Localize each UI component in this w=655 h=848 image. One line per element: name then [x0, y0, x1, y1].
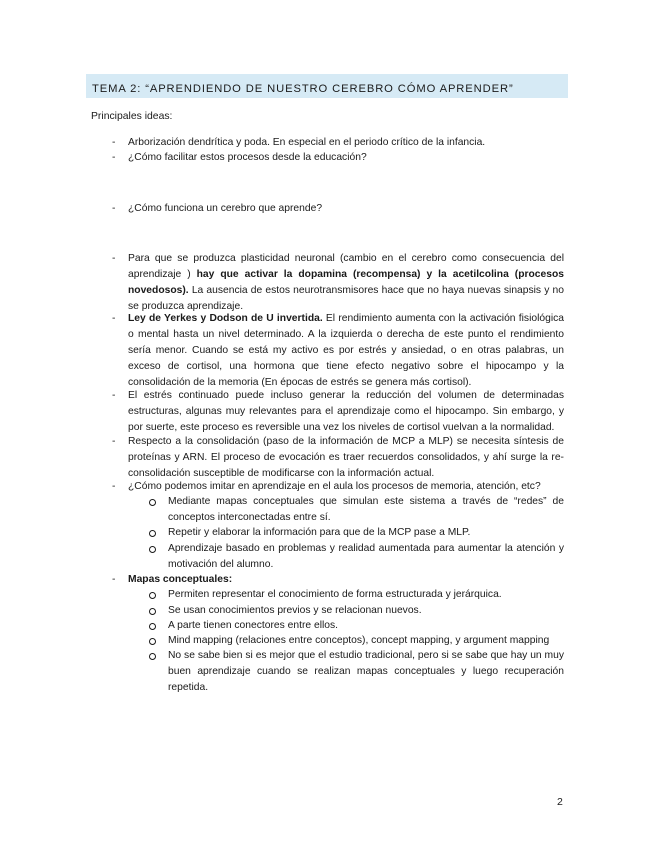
- sub-list-item: [168, 494, 564, 526]
- list-item: [112, 150, 564, 166]
- circle-bullet-icon: [149, 638, 156, 645]
- item-bold-text: Ley de Yerkes y Dodson de U invertida.: [128, 313, 323, 324]
- sub-item-text: A parte tienen conectores entre ellos.: [168, 620, 339, 631]
- item-bold-text: Mapas conceptuales:: [128, 574, 233, 585]
- list-item: [112, 135, 564, 151]
- item-bold-text: hay que activar la dopamina (recompensa) y la acetilcolina (procesos novedosos).: [128, 269, 564, 296]
- dash-marker: -: [112, 253, 116, 264]
- sub-list-item: [168, 525, 564, 541]
- item-text: Respecto a la consolidación (paso de la información de MCP a MLP) se necesita síntesis de proteínas y ARN. El proceso de evocación es traer recuerdos consolidados, y ahí surge la re-consolidación susceptible de modificarse con la información actual.: [128, 436, 564, 479]
- sub-item-text: Repetir y elaborar la información para que de la MCP pase a MLP.: [168, 527, 471, 538]
- item-text: El estrés continuado puede incluso generar la reducción del volumen de determinadas estructuras, algunas muy relevantes para el aprendizaje como el hipocampo. Sin embargo, y por suerte, este proceso es reversible una vez los niveles de cortisol vuelvan a la normalidad.: [128, 390, 564, 433]
- item-text: ¿Cómo facilitar estos procesos desde la educación?: [128, 152, 367, 163]
- section-title-bar: [86, 74, 568, 98]
- sub-list-item: [168, 587, 564, 603]
- sub-item-text: Mind mapping (relaciones entre conceptos), concept mapping, y argument mapping: [168, 635, 550, 646]
- section-title: TEMA 2: “APRENDIENDO DE NUESTRO CEREBRO CÓMO APRENDER”: [92, 83, 514, 95]
- sub-item-text: No se sabe bien si es mejor que el estudio tradicional, pero si se sabe que hay un muy buen aprendizaje cuando se realizan mapas conceptuales y luego recuperación repetida.: [168, 650, 564, 693]
- list-item: [112, 311, 564, 391]
- dash-marker: -: [112, 203, 116, 214]
- item-text: ¿Cómo funciona un cerebro que aprende?: [128, 203, 323, 214]
- sub-list-item: [168, 603, 564, 619]
- item-text: La ausencia de estos neurotransmisores hace que no haya nuevas sinapsis y no se produzca aprendizaje.: [128, 285, 564, 312]
- list-item: [112, 434, 564, 482]
- circle-bullet-icon: [149, 623, 156, 630]
- list-item: [112, 388, 564, 436]
- item-text: ¿Cómo podemos imitar en aprendizaje en el aula los procesos de memoria, atención, etc?: [128, 481, 541, 492]
- sub-list-item: [168, 541, 564, 573]
- circle-bullet-icon: [149, 546, 156, 553]
- item-text: El rendimiento aumenta con la activación fisiológica o mental hasta un nivel determinado. A la izquierda o derecha de este punto el rendimiento sería menor. Cuando se está my activo es por estrés y ansiedad, o en otras palabras, un exceso de cortisol, una hormona que tiene efecto negativo sobre el hipocampo y la consolidación de la memoria (En épocas de estrés se genera más cortisol).: [128, 313, 564, 388]
- sub-item-text: Mediante mapas conceptuales que simulan este sistema a través de “redes” de conceptos interconectadas entre sí.: [168, 496, 564, 523]
- circle-bullet-icon: [149, 608, 156, 615]
- sub-list-item: [168, 618, 564, 634]
- circle-bullet-icon: [149, 499, 156, 506]
- circle-bullet-icon: [149, 592, 156, 599]
- dash-marker: -: [112, 152, 116, 163]
- list-item: [112, 572, 564, 588]
- sub-list-item: [168, 633, 564, 649]
- sub-item-text: Aprendizaje basado en problemas y realidad aumentada para aumentar la atención y motivación del alumno.: [168, 543, 564, 570]
- sub-list-item: [168, 648, 564, 696]
- list-item: [112, 201, 564, 217]
- circle-bullet-icon: [149, 530, 156, 537]
- list-item: [112, 479, 564, 495]
- dash-marker: -: [112, 574, 116, 585]
- dash-marker: -: [112, 390, 116, 401]
- sub-item-text: Permiten representar el conocimiento de forma estructurada y jerárquica.: [168, 589, 502, 600]
- item-text: Arborización dendrítica y poda. En especial en el periodo crítico de la infancia.: [128, 137, 486, 148]
- page-number: 2: [557, 796, 563, 808]
- circle-bullet-icon: [149, 653, 156, 660]
- dash-marker: -: [112, 481, 116, 492]
- dash-marker: -: [112, 436, 116, 447]
- list-item: [112, 251, 564, 315]
- intro-heading: Principales ideas:: [91, 111, 173, 122]
- dash-marker: -: [112, 313, 116, 324]
- dash-marker: -: [112, 137, 116, 148]
- sub-item-text: Se usan conocimientos previos y se relacionan nuevos.: [168, 605, 422, 616]
- item-text: Para que se produzca plasticidad neuronal (cambio en el cerebro como consecuencia del aprendizaje ): [128, 253, 564, 280]
